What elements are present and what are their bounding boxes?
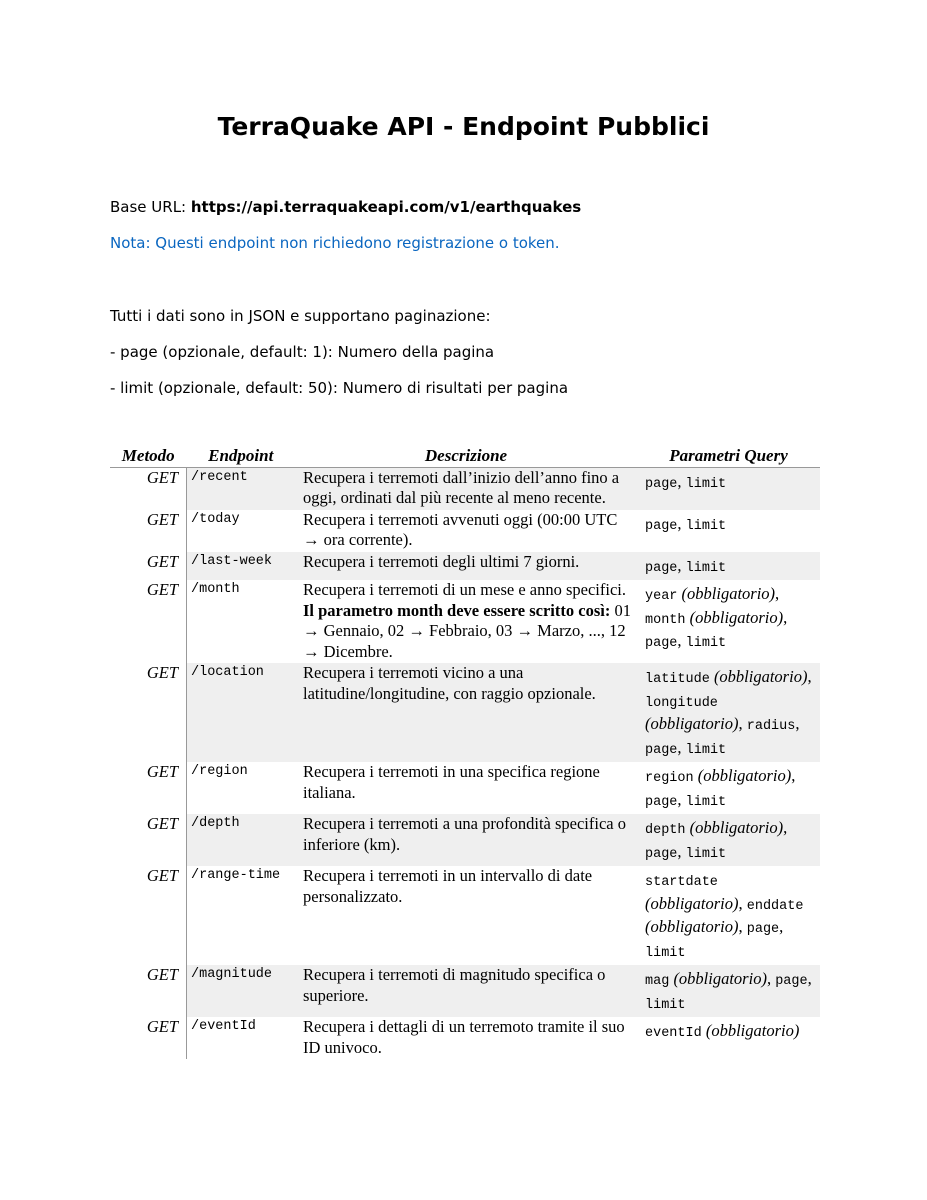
header-params: Parametri Query <box>637 445 820 467</box>
table-row <box>110 762 820 814</box>
endpoint: /last-week <box>187 552 296 581</box>
method: GET <box>146 762 178 781</box>
query-params: startdate (obbligatorio), enddate (obbligatorio), page, limit <box>645 875 804 961</box>
query-params: region (obbligatorio), page, limit <box>645 766 796 810</box>
description: Recupera i terremoti in un intervallo di date personalizzato. <box>303 866 593 906</box>
endpoint: /depth <box>187 814 296 866</box>
description: Recupera i dettagli di un terremoto tramite il suo ID univoco. <box>303 1017 625 1057</box>
method: GET <box>146 580 178 599</box>
method: GET <box>146 551 178 571</box>
table-row <box>110 814 820 866</box>
method: GET <box>146 866 178 885</box>
table-row <box>110 552 820 581</box>
bullet-page: - page (opzionale, default: 1): Numero della pagina <box>110 343 495 361</box>
endpoint: /today <box>187 510 296 552</box>
intro-text: Tutti i dati sono in JSON e supportano paginazione: <box>110 307 491 325</box>
base-url-line <box>110 198 581 216</box>
query-params: latitude (obbligatorio), longitude (obbligatorio), radius, page, limit <box>637 663 820 762</box>
description: Recupera i terremoti vicino a una latitudine/longitudine, con raggio opzionale. <box>295 663 637 762</box>
table-row <box>110 467 820 510</box>
query-params: page, limit <box>645 513 727 534</box>
base-url-label: Base URL: <box>110 198 191 216</box>
endpoints-table <box>110 445 820 1059</box>
query-params: eventId (obbligatorio) <box>645 1021 800 1041</box>
header-endpoint: Endpoint <box>187 445 296 467</box>
query-params: mag (obbligatorio), page, limit <box>637 965 820 1017</box>
endpoint: /region <box>187 762 296 814</box>
table-row <box>110 866 820 965</box>
note: Nota: Questi endpoint non richiedono registrazione o token. <box>110 234 560 252</box>
method: GET <box>146 814 178 833</box>
table-row <box>110 965 820 1017</box>
endpoint: /location <box>187 663 296 762</box>
description: Recupera i terremoti a una profondità specifica o inferiore (km). <box>295 814 637 866</box>
base-url: https://api.terraquakeapi.com/v1/earthquakes <box>190 198 582 216</box>
method: GET <box>146 467 178 487</box>
endpoint: /eventId <box>187 1017 296 1059</box>
table-row <box>110 663 820 762</box>
query-params: page, limit <box>637 552 820 581</box>
description: Recupera i terremoti avvenuti oggi (00:00 UTC → ora corrente). <box>303 509 618 549</box>
endpoint: /month <box>187 580 296 663</box>
header-description: Descrizione <box>295 445 637 467</box>
endpoint: /range-time <box>187 866 296 965</box>
description: Recupera i terremoti in una specifica regione italiana. <box>303 762 600 802</box>
endpoint: /recent <box>187 467 296 510</box>
table-row <box>110 580 820 663</box>
method: GET <box>146 509 178 529</box>
table-row <box>110 510 820 552</box>
table-row <box>110 1017 820 1059</box>
page-title: TerraQuake API - Endpoint Pubblici <box>217 112 710 141</box>
description: Recupera i terremoti di magnitudo specifica o superiore. <box>295 965 637 1017</box>
description: Recupera i terremoti di un mese e anno specifici. Il parametro month deve essere scritto così: 01 → Gennaio, 02 → Febbraio, 03 → Marzo, ..., 12 → Dicembre. <box>303 580 631 661</box>
table-header <box>110 445 820 467</box>
query-params: page, limit <box>637 467 820 510</box>
method: GET <box>146 965 178 984</box>
description: Recupera i terremoti dall’inizio dell’anno fino a oggi, ordinati dal più recente al meno recente. <box>295 467 637 510</box>
endpoint: /magnitude <box>187 965 296 1017</box>
query-params: year (obbligatorio), month (obbligatorio), page, limit <box>645 584 788 651</box>
query-params: depth (obbligatorio), page, limit <box>637 814 820 866</box>
header-method: Metodo <box>110 445 187 467</box>
bullet-limit: - limit (opzionale, default: 50): Numero di risultati per pagina <box>110 379 569 397</box>
method: GET <box>146 1017 178 1036</box>
description: Recupera i terremoti degli ultimi 7 giorni. <box>295 552 637 581</box>
method: GET <box>146 663 178 682</box>
